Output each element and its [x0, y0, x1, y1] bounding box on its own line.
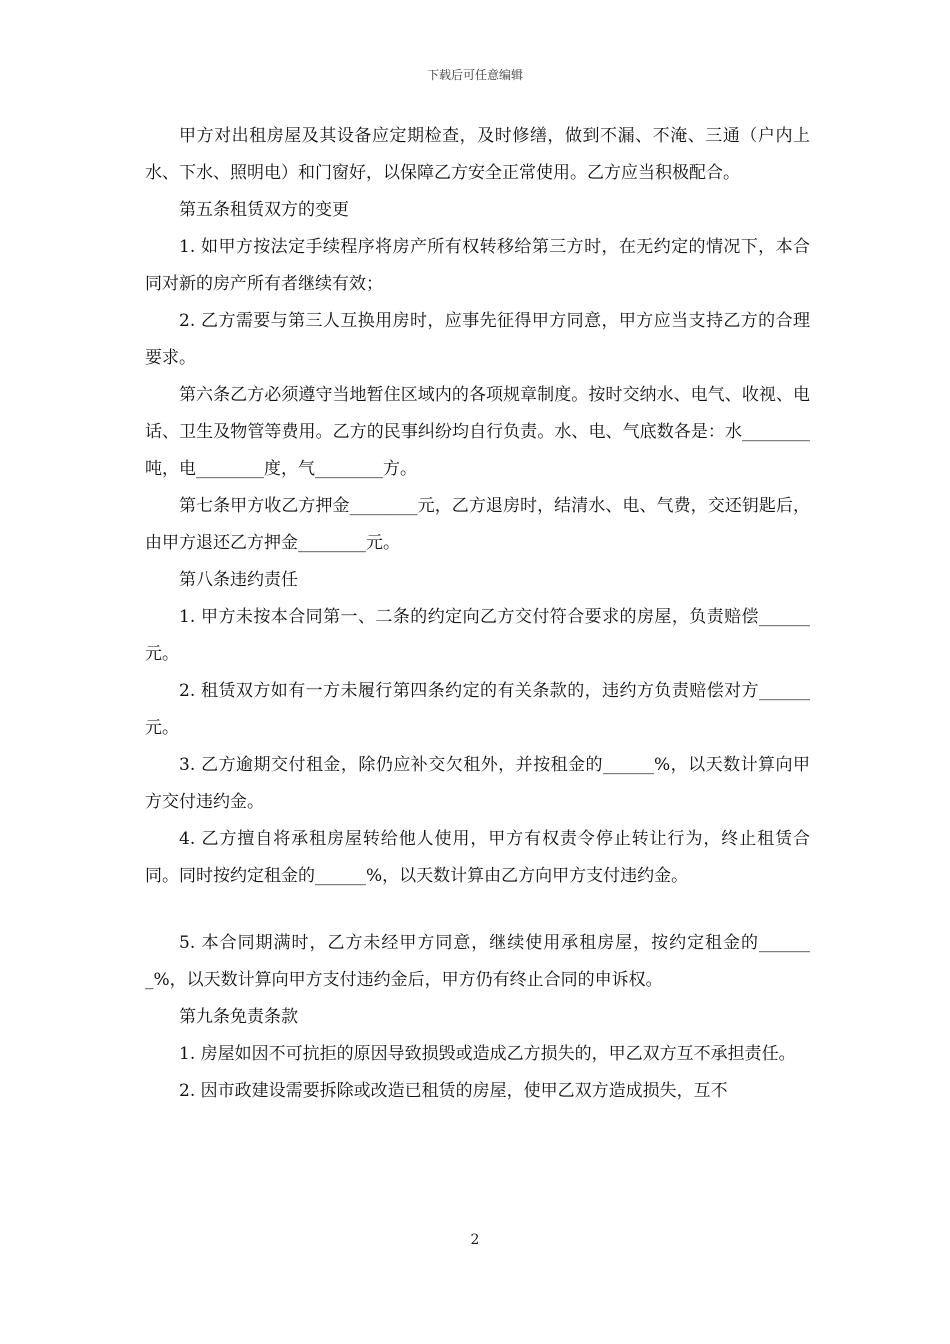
article-5-clause-1: 1. 如甲方按法定手续程序将房产所有权转移给第三方时，在无约定的情况下，本合同对新的房产所有者继续有效； [145, 237, 810, 294]
article-7: 第七条甲方收乙方押金________元，乙方退房时，结清水、电、气费，交还钥匙后，由甲方退还乙方押金________元。 [145, 496, 810, 553]
article-8-clause-2: 2. 租赁双方如有一方未履行第四条约定的有关条款的，违约方负责赔偿对方______元。 [145, 681, 810, 738]
article-5-clause-2: 2. 乙方需要与第三人互换用房时，应事先征得甲方同意，甲方应当支持乙方的合理要求。 [145, 311, 810, 368]
article-8-clause-3: 3. 乙方逾期交付租金，除仍应补交欠租外，并按租金的______%，以天数计算向甲方交付违约金。 [145, 755, 810, 812]
article-6: 第六条乙方必须遵守当地暂住区域内的各项规章制度。按时交纳水、电气、收视、电话、卫生及物管等费用。乙方的民事纠纷均自行负责。水、电、气底数各是：水________吨，电________度，气________方。 [145, 385, 810, 479]
document-body [145, 118, 810, 1110]
article-8-clause-5: 5. 本合同期满时，乙方未经甲方同意，继续使用承租房屋，按约定租金的_______%，以天数计算向甲方支付违约金后，甲方仍有终止合同的申诉权。 [145, 933, 810, 990]
article-8-clause-1: 1. 甲方未按本合同第一、二条的约定向乙方交付符合要求的房屋，负责赔偿______元。 [145, 607, 810, 664]
article-5-heading: 第五条租赁双方的变更 [179, 200, 349, 220]
article-9-clause-1: 1. 房屋如因不可抗拒的原因导致损毁或造成乙方损失的，甲乙双方互不承担责任。 [179, 1044, 796, 1064]
paragraph-repair-duty: 甲方对出租房屋及其设备应定期检查，及时修缮，做到不漏、不淹、三通（户内上水、下水、照明电）和门窗好，以保障乙方安全正常使用。乙方应当积极配合。 [145, 126, 810, 183]
article-8-heading: 第八条违约责任 [179, 570, 298, 590]
article-9-heading: 第九条免责条款 [179, 1007, 298, 1027]
page-header: 下载后可任意编辑 [426, 68, 523, 82]
page-number: 2 [470, 1232, 480, 1248]
article-8-clause-4: 4. 乙方擅自将承租房屋转给他人使用，甲方有权责令停止转让行为，终止租赁合同。同时按约定租金的______%，以天数计算由乙方向甲方支付违约金。 [145, 829, 810, 886]
article-9-clause-2: 2. 因市政建设需要拆除或改造已租赁的房屋，使甲乙双方造成损失，互不 [179, 1081, 728, 1101]
